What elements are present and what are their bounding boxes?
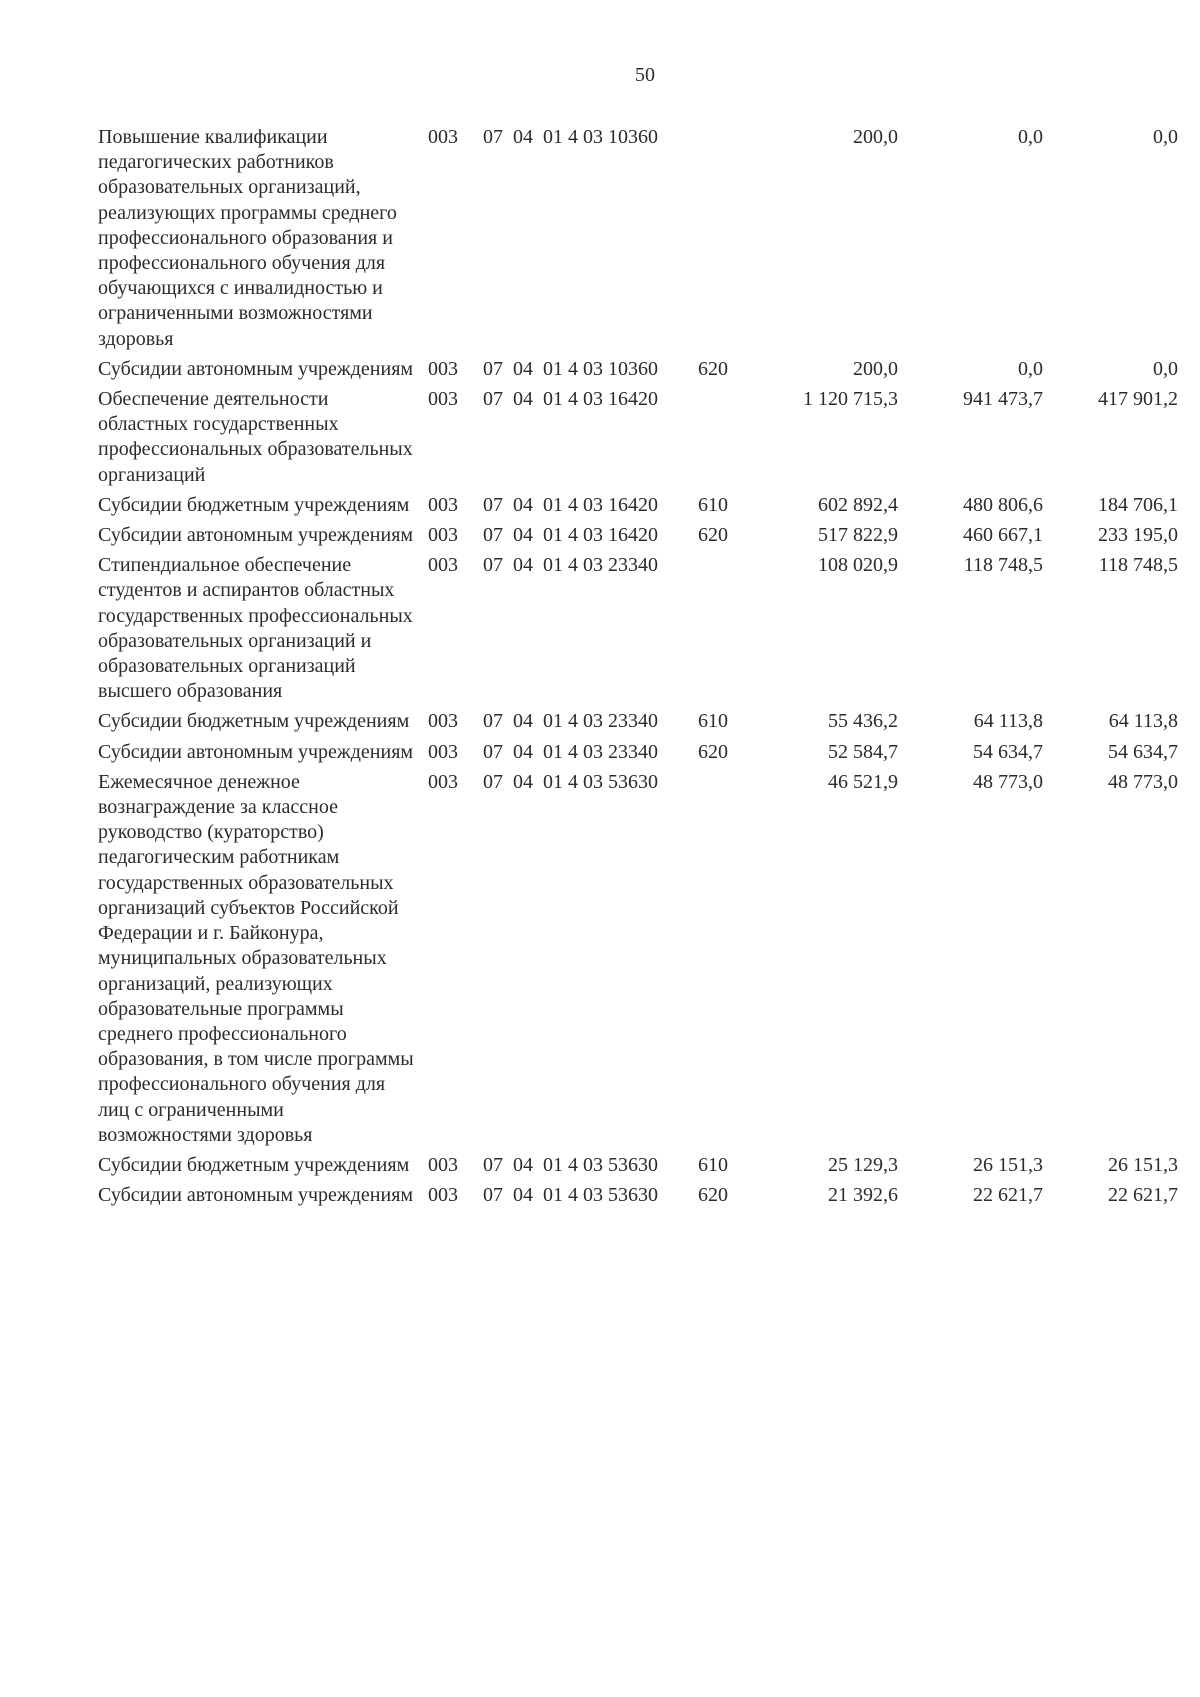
section-code: [473, 553, 533, 704]
amount-year3: 184 706,1: [1098, 493, 1178, 516]
section-code: [473, 125, 533, 352]
target-code: 01 4 03 23340: [543, 740, 658, 763]
expense-kind: 610: [698, 1153, 728, 1176]
target-code: 01 4 03 10360: [543, 126, 658, 148]
section-code: [473, 1153, 533, 1178]
subsection: 04: [513, 388, 533, 411]
section: 07: [483, 357, 503, 380]
target-code: 01 4 03 16420: [543, 388, 658, 411]
section: 07: [483, 524, 503, 547]
expense-kind: [688, 770, 753, 1148]
subsection: 04: [513, 710, 533, 733]
expense-kind: 620: [698, 740, 728, 763]
row-name: Субсидии автономным учреждениям: [98, 740, 414, 763]
table-row: [98, 553, 1188, 704]
section: 07: [483, 388, 503, 411]
subsection: 04: [513, 524, 533, 547]
table-row: [98, 125, 1188, 352]
subsection: 04: [513, 126, 533, 148]
section: 07: [483, 1184, 503, 1207]
amount-year1: 1 120 715,3: [803, 388, 898, 411]
row-name: Субсидии бюджетным учреждениям: [98, 710, 410, 733]
target-code: 01 4 03 53630: [543, 770, 658, 793]
target-code: 01 4 03 23340: [543, 710, 658, 733]
amount-year1: 52 584,7: [828, 740, 898, 763]
table-row: [98, 357, 1188, 382]
ministry-code: 003: [428, 554, 458, 577]
table-row: [98, 709, 1188, 734]
amount-year1: 21 392,6: [828, 1184, 898, 1207]
row-name: Ежемесячное денежное вознаграждение за классное руководство (кураторство) педагогическим работникам государственных образовательных организаций субъектов Российской Федерации и г. Байконура, муниципальных образовательных организаций, реализующих образовательные программы среднего профессионального образования, в том числе программы профессионального обучения для лиц с ограниченными возможностями здоровья: [98, 770, 414, 1146]
expense-kind: [688, 553, 753, 704]
page-number: 50: [635, 64, 655, 86]
row-name: Субсидии автономным учреждениям: [98, 524, 414, 547]
expense-kind: 620: [698, 357, 728, 380]
row-name: Субсидии бюджетным учреждениям: [98, 1153, 410, 1176]
ministry-code: 003: [428, 1184, 458, 1207]
amount-year3: 54 634,7: [1108, 740, 1178, 763]
section-code: [473, 523, 533, 548]
row-name: Субсидии автономным учреждениям: [98, 357, 414, 380]
subsection: 04: [513, 493, 533, 516]
amount-year3: 417 901,2: [1098, 388, 1178, 411]
table-row: [98, 523, 1188, 548]
amount-year3: 48 773,0: [1108, 770, 1178, 793]
amount-year3: 64 113,8: [1108, 710, 1178, 733]
table-row: [98, 1183, 1188, 1208]
row-name: Субсидии бюджетным учреждениям: [98, 493, 410, 516]
subsection: 04: [513, 1153, 533, 1176]
amount-year1: 25 129,3: [828, 1153, 898, 1176]
section-code: [473, 357, 533, 382]
amount-year1: 602 892,4: [818, 493, 898, 516]
amount-year3: 26 151,3: [1108, 1153, 1178, 1176]
row-name: Субсидии автономным учреждениям: [98, 1184, 414, 1207]
subsection: 04: [513, 770, 533, 793]
ministry-code: 003: [428, 493, 458, 516]
amount-year2: 941 473,7: [963, 388, 1043, 411]
target-code: 01 4 03 53630: [543, 1153, 658, 1176]
expense-kind: 610: [698, 493, 728, 516]
expense-kind: 620: [698, 1184, 728, 1207]
amount-year2: 0,0: [1018, 126, 1043, 148]
section: 07: [483, 710, 503, 733]
target-code: 01 4 03 16420: [543, 524, 658, 547]
amount-year3: 233 195,0: [1098, 524, 1178, 547]
table-row: [98, 493, 1188, 518]
table-row: [98, 740, 1188, 765]
table-row: [98, 770, 1188, 1148]
amount-year2: 118 748,5: [963, 554, 1043, 577]
expense-kind: 620: [698, 524, 728, 547]
amount-year1: 517 822,9: [818, 524, 898, 547]
amount-year2: 480 806,6: [963, 493, 1043, 516]
subsection: 04: [513, 1184, 533, 1207]
subsection: 04: [513, 554, 533, 577]
section-code: [473, 1183, 533, 1208]
target-code: 01 4 03 53630: [543, 1184, 658, 1207]
amount-year2: 64 113,8: [973, 710, 1043, 733]
amount-year2: 22 621,7: [973, 1184, 1043, 1207]
amount-year2: 0,0: [1018, 357, 1043, 380]
expense-kind: [688, 387, 753, 488]
amount-year3: 22 621,7: [1108, 1184, 1178, 1207]
ministry-code: 003: [428, 126, 458, 148]
amount-year1: 200,0: [853, 357, 898, 380]
budget-table: [98, 125, 1188, 1213]
section-code: [473, 709, 533, 734]
row-name: Стипендиальное обеспечение студентов и аспирантов областных государственных профессиональных образовательных организаций и образовательных организаций высшего образования: [98, 554, 413, 703]
section: 07: [483, 740, 503, 763]
ministry-code: 003: [428, 357, 458, 380]
ministry-code: 003: [428, 710, 458, 733]
subsection: 04: [513, 740, 533, 763]
section: 07: [483, 493, 503, 516]
amount-year2: 54 634,7: [973, 740, 1043, 763]
table-row: [98, 387, 1188, 488]
target-code: 01 4 03 23340: [543, 554, 658, 577]
target-code: 01 4 03 10360: [543, 357, 658, 380]
amount-year2: 460 667,1: [963, 524, 1043, 547]
amount-year2: 26 151,3: [973, 1153, 1043, 1176]
row-name: Повышение квалификации педагогических работников образовательных организаций, реализующих программы среднего профессионального образования и профессионального обучения для обучающихся с инвалидностью и ограниченными возможностями здоровья: [98, 126, 397, 350]
ministry-code: 003: [428, 388, 458, 411]
section: 07: [483, 554, 503, 577]
amount-year1: 46 521,9: [828, 770, 898, 793]
section: 07: [483, 1153, 503, 1176]
amount-year3: 0,0: [1153, 126, 1178, 148]
table-row: [98, 1153, 1188, 1178]
target-code: 01 4 03 16420: [543, 493, 658, 516]
section-code: [473, 770, 533, 1148]
amount-year3: 118 748,5: [1098, 554, 1178, 577]
amount-year2: 48 773,0: [973, 770, 1043, 793]
ministry-code: 003: [428, 1153, 458, 1176]
amount-year1: 200,0: [853, 126, 898, 148]
section-code: [473, 740, 533, 765]
row-name: Обеспечение деятельности областных государственных профессиональных образовательных организаций: [98, 388, 413, 486]
expense-kind: [688, 125, 753, 352]
amount-year1: 55 436,2: [828, 710, 898, 733]
section-code: [473, 387, 533, 488]
ministry-code: 003: [428, 524, 458, 547]
section: 07: [483, 126, 503, 148]
ministry-code: 003: [428, 740, 458, 763]
expense-kind: 610: [698, 710, 728, 733]
amount-year1: 108 020,9: [818, 554, 898, 577]
amount-year3: 0,0: [1153, 357, 1178, 380]
subsection: 04: [513, 357, 533, 380]
ministry-code: 003: [428, 770, 458, 793]
section-code: [473, 493, 533, 518]
section: 07: [483, 770, 503, 793]
